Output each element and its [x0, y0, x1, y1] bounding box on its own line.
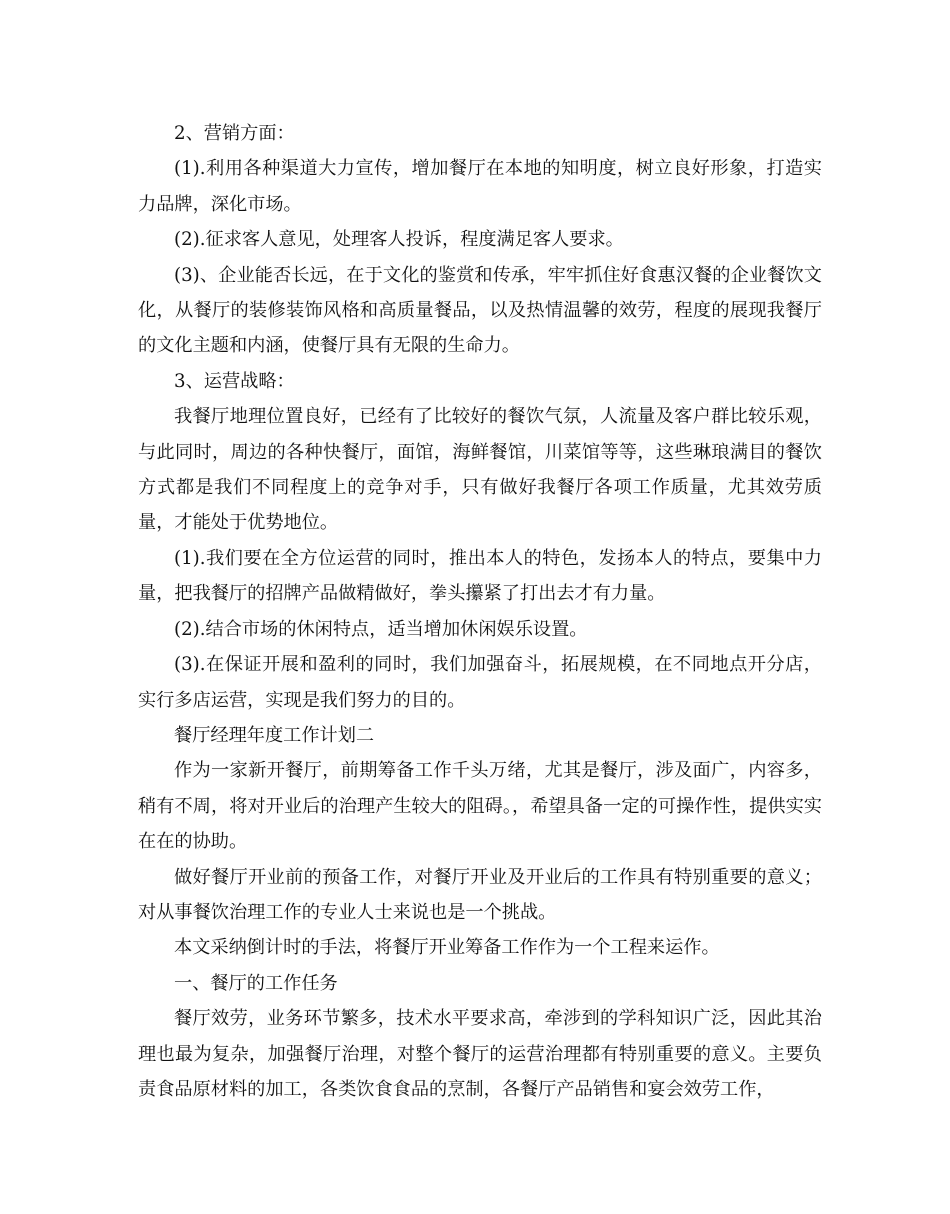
paragraph-strategy-1: (1).我们要在全方位运营的同时，推出本人的特色，发扬本人的特点，要集中力量，把我餐厅的招牌产品做精做好，拳头攥紧了打出去才有力量。 — [138, 547, 822, 605]
paragraph-marketing-2: (2).征求客人意见，处理客人投诉，程度满足客人要求。 — [174, 229, 624, 251]
section-heading-marketing: 2、营销方面： — [174, 123, 295, 144]
paragraph-strategy-3: (3).在保证开展和盈利的同时，我们加强奋斗，拓展规模，在不同地点开分店，实行多店运营，实现是我们努力的目的。 — [138, 654, 822, 711]
paragraph-strategy-intro: 我餐厅地理位置良好，已经有了比较好的餐饮气氛，人流量及客户群比较乐观，与此同时，周边的各种快餐厅，面馆，海鲜餐馆，川菜馆等等，这些琳琅满目的餐饮方式都是我们不同程度上的竞争对手，只有做好我餐厅各项工作质量，尤其效劳质量，才能处于优势地位。 — [138, 406, 822, 534]
document-page — [138, 116, 822, 1107]
section-heading-strategy: 3、运营战略： — [174, 370, 295, 392]
section-heading-tasks: 一、餐厅的工作任务 — [174, 972, 338, 994]
paragraph-strategy-2: (2).结合市场的休闲特点，适当增加休闲娱乐设置。 — [174, 618, 588, 640]
paragraph-marketing-3: (3)、企业能否长远，在于文化的鉴赏和传承，牢牢抓住好食惠汉餐的企业餐饮文化，从餐厅的装修装饰风格和高质量餐品，以及热情温馨的效劳，程度的展现我餐厅的文化主题和内涵，使餐厅具有无限的生命力。 — [138, 264, 822, 357]
paragraph-marketing-1: (1).利用各种渠道大力宣传，增加餐厅在本地的知明度，树立良好形象，打造实力品牌，深化市场。 — [138, 158, 822, 215]
paragraph-preparation: 做好餐厅开业前的预备工作，对餐厅开业及开业后的工作具有特别重要的意义；对从事餐饮治理工作的专业人士来说也是一个挑战。 — [138, 866, 822, 923]
paragraph-countdown: 本文采纳倒计时的手法，将餐厅开业筹备工作作为一个工程来运作。 — [174, 937, 720, 959]
plan-two-title: 餐厅经理年度工作计划二 — [174, 724, 375, 746]
paragraph-tasks: 餐厅效劳，业务环节繁多，技术水平要求高，牵涉到的学科知识广泛，因此其治理也最为复杂，加强餐厅治理，对整个餐厅的运营治理都有特别重要的意义。主要负责食品原材料的加工，各类饮食食品的烹制，各餐厅产品销售和宴会效劳工作， — [138, 1008, 822, 1100]
paragraph-plan-two-intro: 作为一家新开餐厅，前期筹备工作千头万绪，尤其是餐厅，涉及面广，内容多，稍有不周，将对开业后的治理产生较大的阻碍。，希望具备一定的可操作性，提供实实在在的协助。 — [138, 760, 822, 853]
